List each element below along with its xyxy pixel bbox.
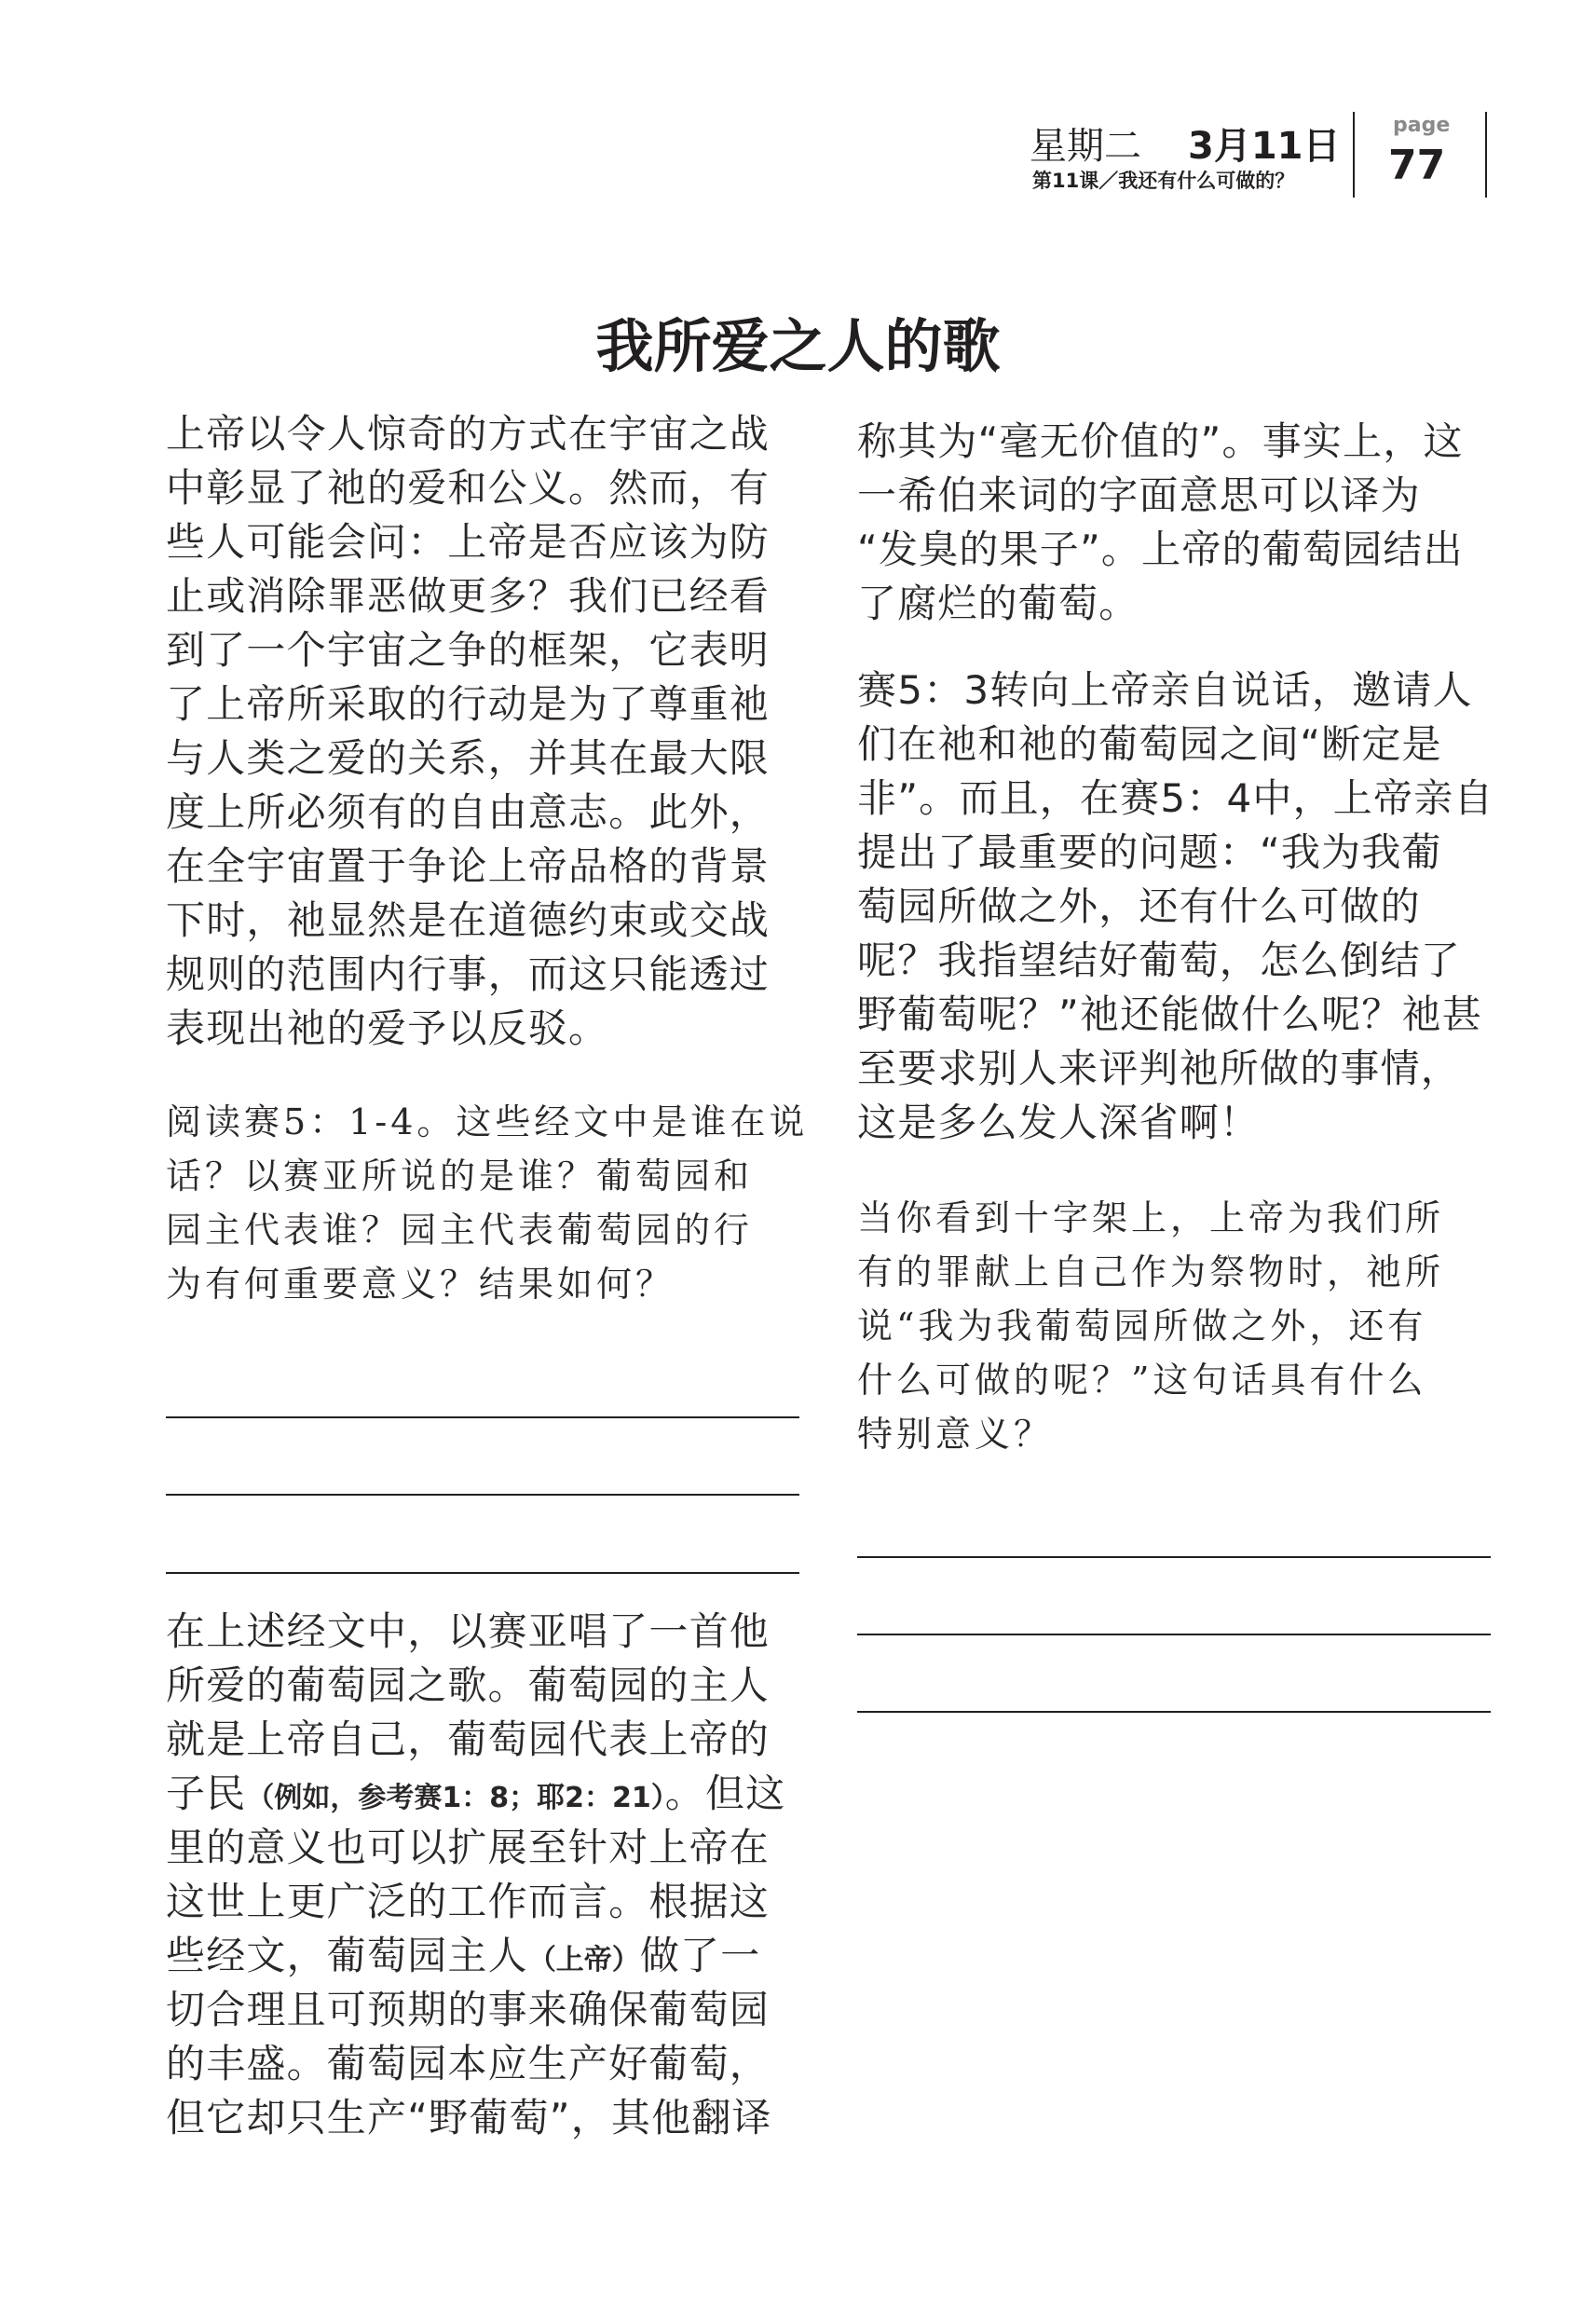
weekday: 星期二 [1030,125,1141,168]
text-line: 在全宇宙置于争论上帝品格的背景 [166,843,771,889]
text-line: 的丰盛。葡萄园本应生产好葡萄， [166,2041,771,2086]
text-line: 规则的范围内行事，而这只能透过 [166,951,771,997]
question-line: 当你看到十字架上，上帝为我们所 [857,1197,1445,1238]
text-line: 至要求别人来评判祂所做的事情， [857,1046,1462,1091]
text-line: 上帝以令人惊奇的方式在宇宙之战 [166,411,771,457]
text-span: 。但这 [664,1771,786,1816]
question-line: 特别意义？ [857,1414,1054,1455]
header-divider [1353,112,1355,198]
text-span: 子民 [166,1771,247,1816]
text-line: 切合理且可预期的事来确保葡萄园 [166,1987,771,2032]
question-line: 有的罪献上自己作为祭物时，祂所 [857,1251,1445,1292]
text-line: 里的意义也可以扩展至针对上帝在 [166,1825,771,1870]
question-line: 话？以赛亚所说的是谁？葡萄园和 [166,1156,754,1197]
text-line: 在上述经文中，以赛亚唱了一首他 [166,1608,771,1654]
text-line: 与人类之爱的关系，并其在最大限 [166,735,771,781]
right-question [857,1191,1491,1461]
question-line: 阅读赛5：1-4。这些经文中是谁在说 [166,1101,809,1142]
date: 3月11日 [1188,125,1341,168]
answer-line[interactable] [166,1416,799,1418]
text-line: 萄园所做之外，还有什么可做的 [857,883,1421,929]
text-line: 但它却只生产“野葡萄”，其他翻译 [166,2095,772,2140]
question-line: 说“我为我葡萄园所做之外，还有 [857,1306,1427,1347]
text-line: 一希伯来词的字面意思可以译为 [857,472,1421,518]
answer-line[interactable] [857,1556,1491,1558]
reference-note: （上帝） [527,1944,640,1976]
question-line: 为有何重要意义？结果如何？ [166,1264,675,1305]
left-paragraph-2 [166,1605,799,2145]
text-line: 这是多么发人深省啊！ [857,1100,1261,1145]
answer-line[interactable] [857,1711,1491,1713]
text-line: 赛5：3转向上帝亲自说话，邀请人 [857,667,1473,713]
page-label: page [1393,114,1451,137]
text-line: 称其为“毫无价值的”。事实上，这 [857,418,1464,464]
right-paragraph-2 [857,663,1494,1150]
answer-line[interactable] [166,1494,799,1496]
text-line: 野葡萄呢？”祂还能做什么呢？祂甚 [857,991,1482,1037]
text-line: 中彰显了祂的爱和公义。然而，有 [166,465,771,511]
text-line: 些人可能会问：上帝是否应该为防 [166,519,771,565]
text-line: 表现出祂的爱予以反驳。 [166,1005,609,1051]
header-divider [1485,112,1487,198]
question-line: 什么可做的呢？”这句话具有什么 [857,1360,1427,1401]
text-line: 止或消除罪恶做更多？我们已经看 [166,573,771,619]
answer-line[interactable] [857,1634,1491,1635]
text-line: 就是上帝自己，葡萄园代表上帝的 [166,1716,771,1762]
left-paragraph-1 [166,407,799,1056]
lesson-subtitle: 第11课／我还有什么可做的？ [1032,170,1295,192]
text-span: 做了一 [639,1933,761,1978]
answer-line[interactable] [166,1572,799,1574]
left-question [166,1095,809,1311]
question-line: 园主代表谁？园主代表葡萄园的行 [166,1210,754,1251]
text-line: 们在祂和祂的葡萄园之间“断定是 [857,721,1442,767]
text-line: 提出了最重要的问题：“我为我葡 [857,829,1442,875]
text-line: 到了一个宇宙之争的框架，它表明 [166,627,771,673]
text-line [166,1767,799,1821]
text-line: 呢？我指望结好葡萄，怎么倒结了 [857,937,1462,983]
text-line [166,1929,799,1983]
reference-note: （例如，参考赛1：8；耶2：21） [246,1782,665,1814]
text-line: 所爱的葡萄园之歌。葡萄园的主人 [166,1662,771,1708]
text-span: 些经文，葡萄园主人 [166,1933,528,1978]
text-line: 了上帝所采取的行动是为了尊重祂 [166,681,771,727]
text-line: 这世上更广泛的工作而言。根据这 [166,1879,771,1924]
page-title: 我所爱之人的歌 [595,312,1001,380]
text-line: 下时，祂显然是在道德约束或交战 [166,897,771,943]
text-line: 度上所必须有的自由意志。此外， [166,789,771,835]
text-line: 非”。而且，在赛5：4中，上帝亲自 [857,775,1494,821]
text-line: “发臭的果子”。上帝的葡萄园结出 [857,526,1464,572]
right-paragraph-1 [857,415,1491,631]
page-number: 77 [1388,142,1446,189]
text-line: 了腐烂的葡萄。 [857,581,1139,626]
